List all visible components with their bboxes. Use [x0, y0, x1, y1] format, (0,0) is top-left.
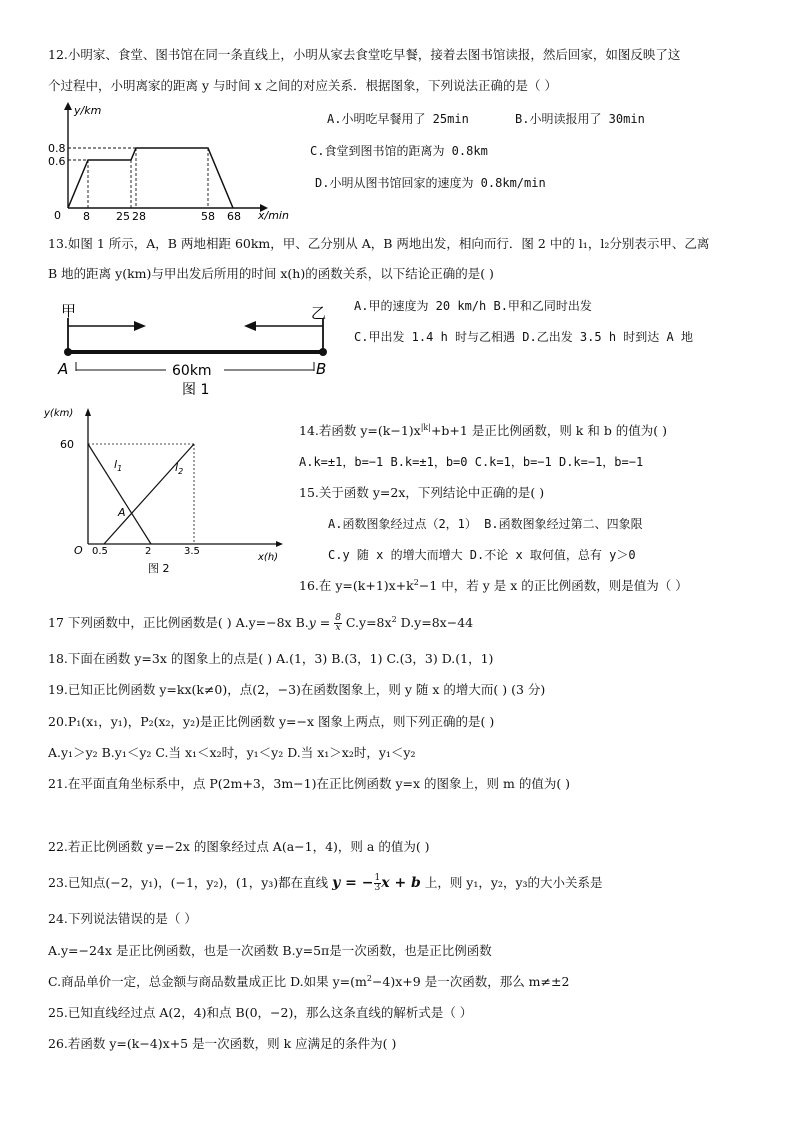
q12-ytick-0.6: 0.6: [48, 155, 66, 168]
fig1-jia-label: 甲: [61, 302, 77, 320]
q15-stem: 15.关于函数 y=2x，下列结论中正确的是( ): [299, 485, 545, 500]
q12-graph: [48, 98, 308, 222]
q12-option-a: A.小明吃早餐用了 25min: [327, 112, 469, 126]
q15-options-cd: C.y 随 x 的增大而增大 D.不论 x 取何值，总有 y＞0: [328, 548, 636, 562]
q14-options: A.k=±1，b=−1 B.k=±1，b=0 C.k=1，b=−1 D.k=−1，b=−1: [299, 455, 644, 469]
q14-stem: 14.若函数 $y=(k-1)x^{|k|}+b+1$ 是正比例函数，则 k 和 b 的值为( ): [299, 422, 668, 438]
q12-xtick-28: 28: [132, 210, 146, 223]
fig2-ylabel: y(km): [44, 408, 74, 419]
q13-options-cd: C.甲出发 1.4 h 时与乙相遇 D.乙出发 3.5 h 时到达 A 地: [354, 330, 693, 344]
right-arrow-icon: [134, 321, 146, 331]
q12-option-b: B.小明读报用了 30min: [515, 112, 645, 126]
q25-stem: 25.已知直线经过点 A(2，4)和点 B(0，−2)，那么这条直线的解析式是（ ）: [48, 1005, 473, 1020]
fig2-xtick-2: 2: [145, 546, 152, 557]
q13-figure2: [44, 404, 284, 578]
q12-option-d: D.小明从图书馆回家的速度为 0.8km/min: [315, 176, 546, 190]
fig1-point-b: B: [316, 360, 327, 378]
q24-options-cd: C.商品单价一定，总金额与商品数量成正比 D.如果 $y=(m^2-4)x+9$ 是一次函数，那么 m≠±2: [48, 973, 570, 989]
q12-xtick-68: 68: [227, 210, 241, 223]
fig2-l1-label: $l_1$: [114, 458, 123, 473]
q12-stem-line2: 个过程中，小明离家的距离 y 与时间 x 之间的对应关系．根据图象，下列说法正确的是（ ）: [48, 78, 557, 93]
q13-options-ab: A.甲的速度为 20 km/h B.甲和乙同时出发: [354, 299, 592, 313]
fig1-caption: 图 1: [182, 382, 210, 398]
q17-stem: 17 下列函数中，正比例函数是( ) A.y=−8x B.y = $\frac{8}{x}$ $C.y=8x^2$ D.y=8x−44: [48, 613, 474, 633]
q12-origin: 0: [54, 209, 61, 222]
q15-options-ab: A.函数图象经过点（2，1） B.函数图象经过第二、四象限: [328, 517, 643, 531]
left-arrow-icon: [244, 321, 256, 331]
fig2-xtick-3.5: 3.5: [184, 546, 200, 557]
q24-options-ab: A.y=−24x 是正比例函数，也是一次函数 B.y=5π是一次函数，也是正比例函数: [48, 943, 492, 958]
fig1-distance-label: 60km: [172, 363, 212, 379]
q12-xtick-25: 25: [116, 210, 130, 223]
fig2-point-a: A: [118, 506, 126, 519]
q24-stem: 24.下列说法错误的是（ ）: [48, 911, 197, 926]
fig1-point-a: A: [58, 360, 69, 378]
q12-xtick-8: 8: [83, 210, 90, 223]
fig2-line-l2: [104, 444, 194, 544]
q22-stem: 22.若正比例函数 y=−2x 的图象经过点 A(a−1，4)，则 a 的值为( ): [48, 839, 430, 854]
fig2-line-l1: [88, 444, 151, 544]
q13-stem-line2: B 地的距离 y(km)与甲出发后所用的时间 x(h)的函数关系，以下结论正确的是( ): [48, 266, 494, 281]
q20-options: A.y₁＞y₂ B.y₁＜y₂ C.当 x₁＜x₂时，y₁＜y₂ D.当 x₁＞x₂时，y₁＜y₂: [48, 745, 416, 760]
q18-stem: 18.下面在函数 y=3x 的图象上的点是( ) A.(1，3) B.(3，1) C.(3，3) D.(1，1): [48, 651, 494, 666]
q20-stem: 20.P₁(x₁，y₁)，P₂(x₂，y₂)是正比例函数 y=−x 图象上两点，则下列正确的是( ): [48, 714, 495, 729]
q16-stem: 16.在 $y=(k+1)x+k^2-1$ 中，若 y 是 x 的正比例函数，则是值为（ ）: [299, 577, 688, 593]
fig2-xtick-0.5: 0.5: [92, 546, 108, 557]
fig1-yi-label: 乙: [311, 304, 327, 322]
q12-ytick-0.8: 0.8: [48, 142, 66, 155]
q21-stem: 21.在平面直角坐标系中，点 P(2m+3，3m−1)在正比例函数 y=x 的图象上，则 m 的值为( ): [48, 776, 571, 791]
fig2-l2-label: $l_2$: [175, 461, 184, 476]
fig2-caption: 图 2: [148, 562, 170, 575]
q13-stem-line1: 13.如图 1 所示，A，B 两地相距 60km，甲、乙分别从 A，B 两地出发，相向而行．图 2 中的 l₁，l₂分别表示甲、乙离: [48, 236, 710, 251]
fig2-ytick-60: 60: [60, 438, 74, 451]
fig2-origin: O: [74, 544, 83, 557]
q19-stem: 19.已知正比例函数 y=kx(k≠0)，点(2，−3)在函数图象上，则 y 随 x 的增大而( ) (3 分): [48, 682, 546, 697]
q12-ylabel: y/km: [74, 104, 102, 117]
q12-option-c: C.食堂到图书馆的距离为 0.8km: [310, 144, 488, 158]
q12-stem-line1: 12.小明家、食堂、图书馆在同一条直线上，小明从家去食堂吃早餐，接着去图书馆读报，然后回家，如图反映了这: [48, 47, 681, 62]
q12-xlabel: x/min: [258, 209, 289, 222]
q26-stem: 26.若函数 y=(k−4)x+5 是一次函数，则 k 应满足的条件为( ): [48, 1036, 397, 1051]
q13-figure1: [58, 294, 348, 404]
q12-xtick-58: 58: [201, 210, 215, 223]
fig2-xlabel: x(h): [258, 552, 279, 563]
q23-stem: 23.已知点(−2，y₁)，(−1，y₂)，(1，y₃)都在直线 y = − $\frac{1}{3}$ x + b 上，则 y₁，y₂，y₃的大小关系是: [48, 873, 603, 893]
